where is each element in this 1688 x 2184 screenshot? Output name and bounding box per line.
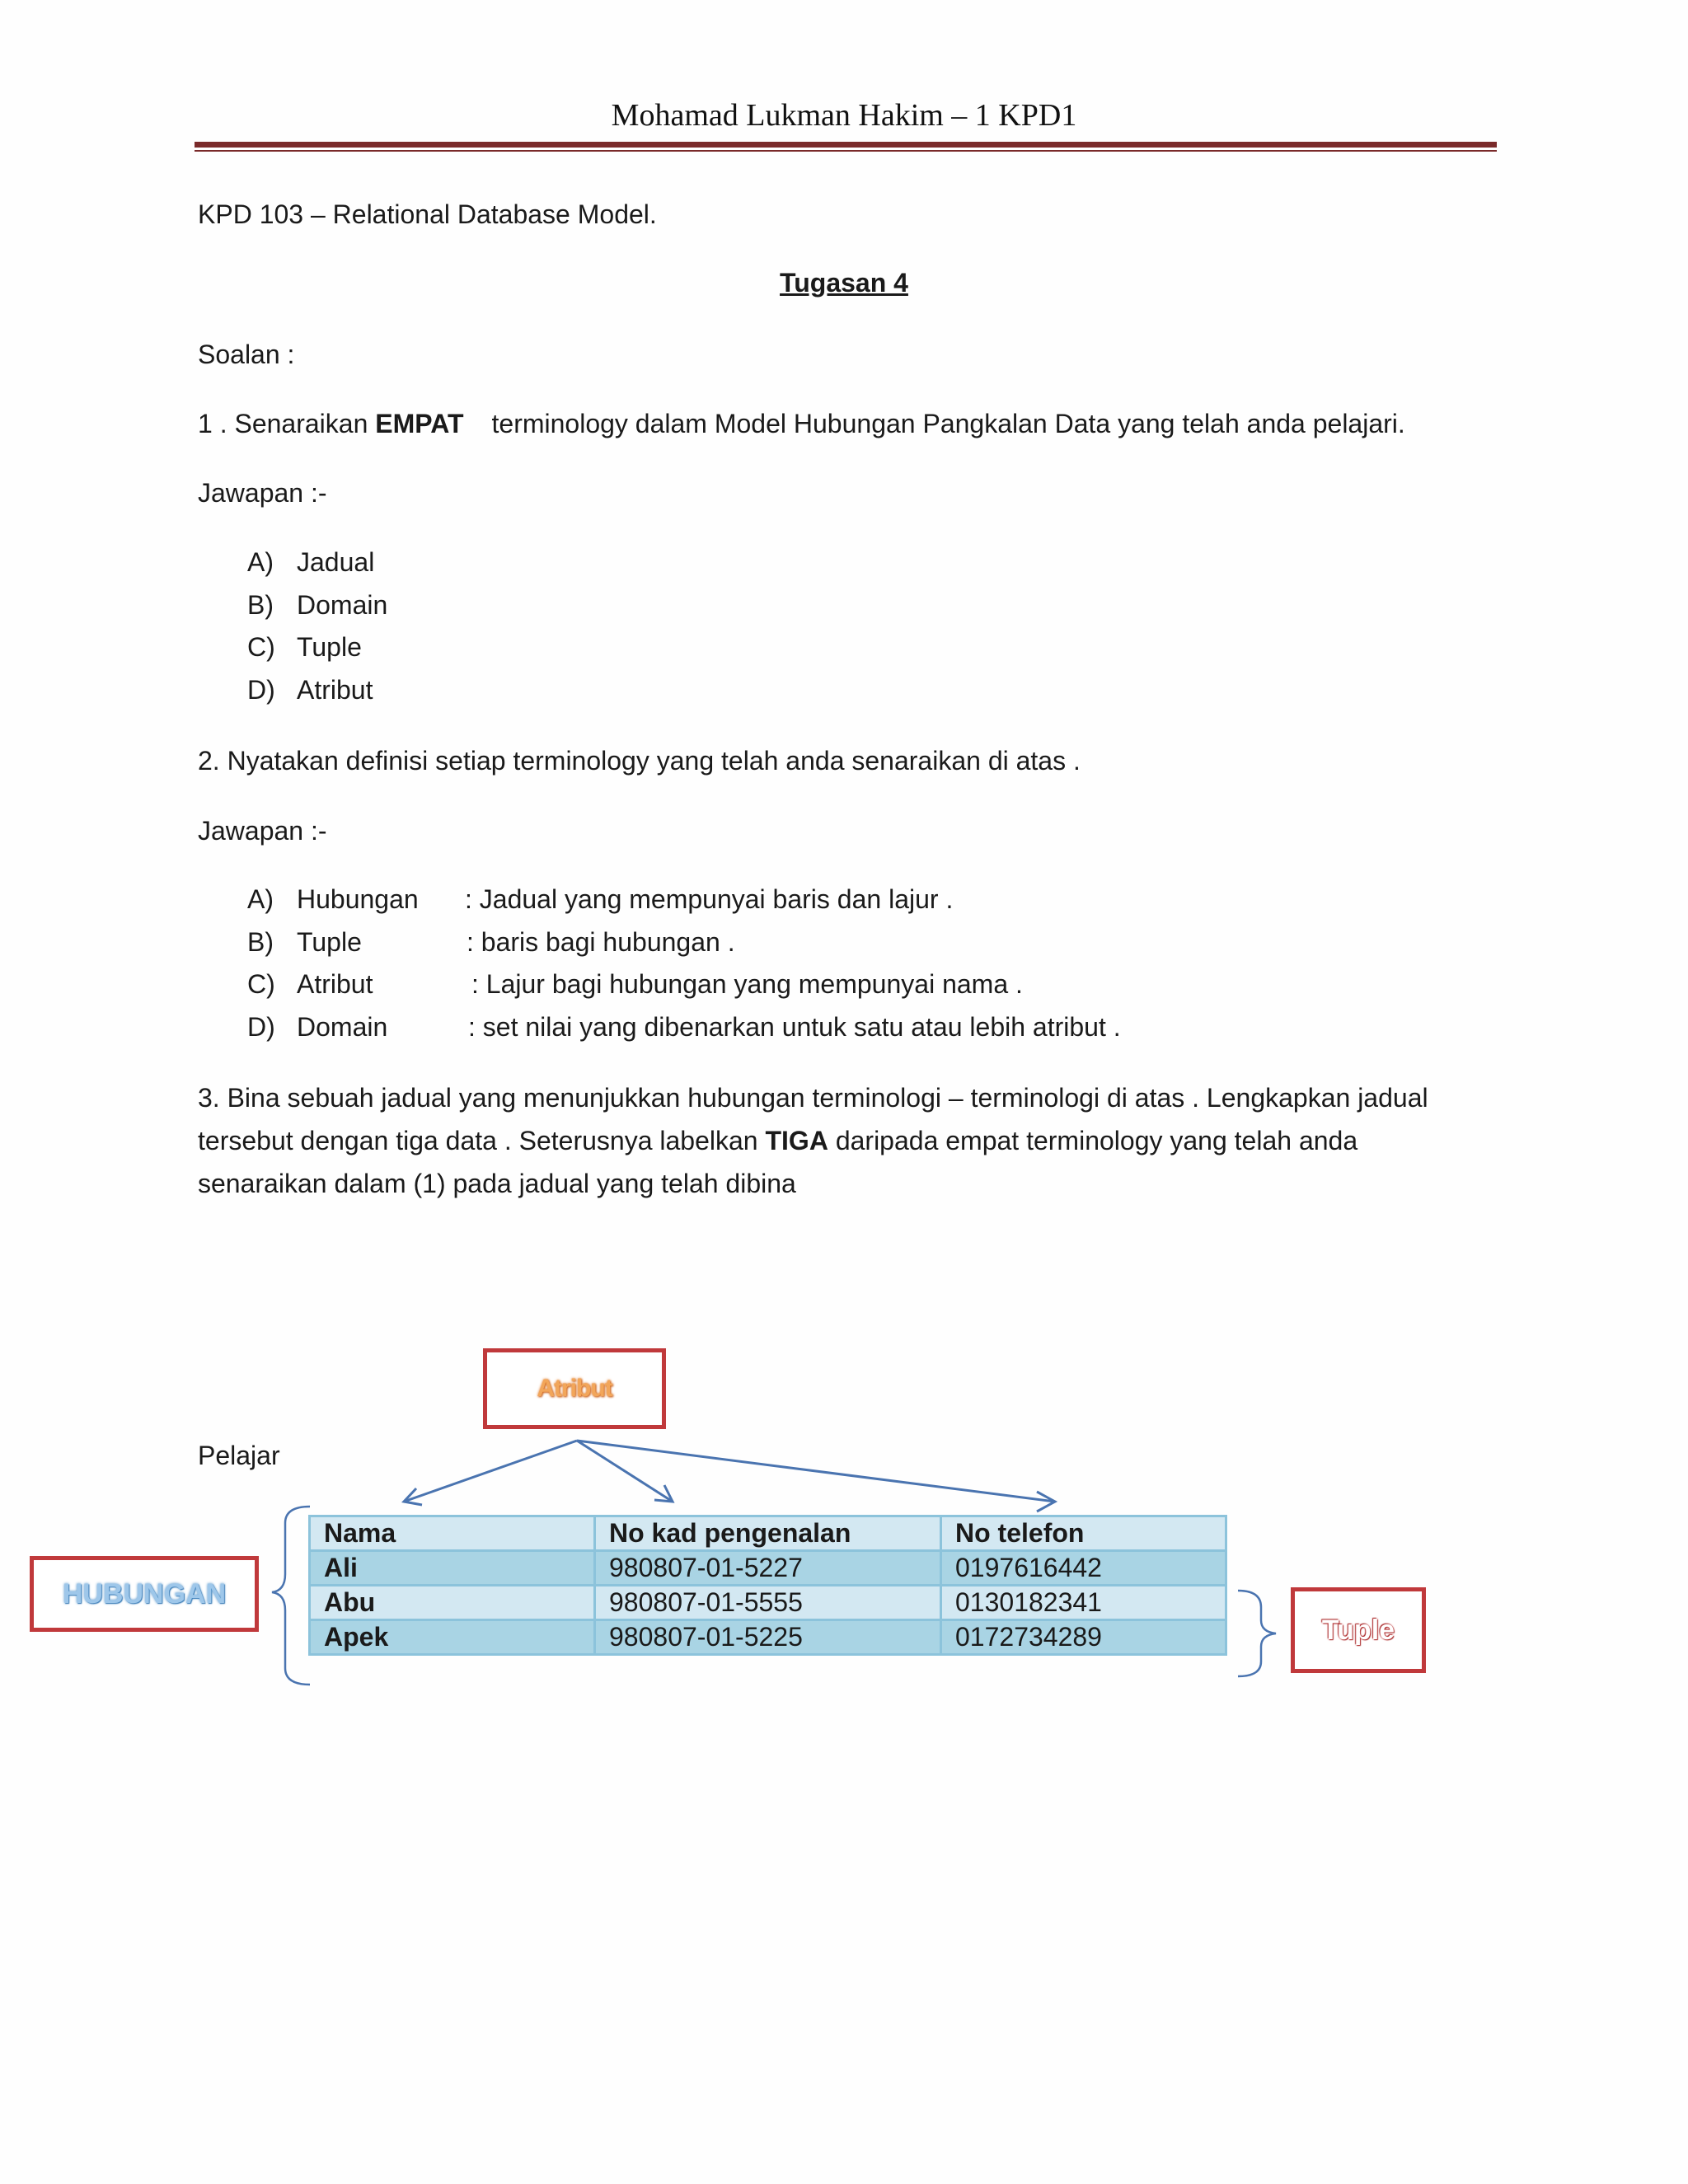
list1-item: Atribut xyxy=(297,675,373,705)
list1-letter: C) xyxy=(247,632,275,662)
answer-label-2: Jawapan :- xyxy=(198,816,327,846)
list2-term: Atribut xyxy=(297,969,373,999)
list2-definition: : Lajur bagi hubungan yang mempunyai nama . xyxy=(471,969,1023,999)
table-cell: 980807-01-5225 xyxy=(595,1620,941,1655)
relation-name: Pelajar xyxy=(198,1441,280,1470)
hubungan-label: HUBUNGAN xyxy=(62,1577,227,1610)
table-cell: 0197616442 xyxy=(941,1551,1226,1586)
atribut-label: Atribut xyxy=(537,1375,612,1402)
list2-term: Domain xyxy=(297,1012,388,1042)
hubungan-brace xyxy=(272,1507,310,1685)
list1-letter: A) xyxy=(247,547,274,577)
question-1-prefix: 1 . Senaraikan xyxy=(198,409,376,438)
list2-definition: : set nilai yang dibenarkan untuk satu atau lebih atribut . xyxy=(468,1012,1121,1042)
list2-letter: B) xyxy=(247,927,274,957)
table-cell: 980807-01-5555 xyxy=(595,1586,941,1620)
list1-item: Domain xyxy=(297,590,388,620)
question-3-bold: TIGA xyxy=(765,1126,828,1155)
list2-term: Tuple xyxy=(297,927,362,957)
list2-letter: A) xyxy=(247,884,274,914)
question-3-part1: 3. Bina sebuah jadual yang menunjukkan hubungan terminologi – terminologi di atas . Lengkapkan jadual tersebut dengan tiga data . Seterusnya labelkan xyxy=(198,1083,1428,1155)
pelajar-table xyxy=(308,1515,1227,1656)
list1-item: Jadual xyxy=(297,547,375,577)
table-header-cell: Nama xyxy=(310,1516,595,1551)
table-header-row xyxy=(310,1516,1226,1551)
table-row xyxy=(310,1586,1226,1620)
arrow-to-nama xyxy=(404,1441,577,1502)
list1-letter: D) xyxy=(247,675,275,705)
arrow-to-telefon xyxy=(577,1441,1055,1502)
table-cell: Apek xyxy=(310,1620,595,1655)
table-cell: 0130182341 xyxy=(941,1586,1226,1620)
list2-term: Hubungan xyxy=(297,884,419,914)
question-1-suffix: terminology dalam Model Hubungan Pangkalan Data yang telah anda pelajari. xyxy=(491,409,1405,438)
list2-definition: : baris bagi hubungan . xyxy=(467,927,735,957)
page-header-title: Mohamad Lukman Hakim – 1 KPD1 xyxy=(611,98,1077,133)
table-row xyxy=(310,1551,1226,1586)
list1-item: Tuple xyxy=(297,632,362,662)
list1-letter: B) xyxy=(247,590,274,620)
table-row xyxy=(310,1620,1226,1655)
tuple-brace xyxy=(1238,1591,1276,1676)
tuple-label: Tuple xyxy=(1321,1614,1395,1646)
answer-label-1: Jawapan :- xyxy=(198,478,327,508)
table-header-cell: No telefon xyxy=(941,1516,1226,1551)
assignment-title: Tugasan 4 xyxy=(780,268,908,298)
list2-letter: D) xyxy=(247,1012,275,1042)
table-cell: Ali xyxy=(310,1551,595,1586)
course-line: KPD 103 – Relational Database Model. xyxy=(198,199,657,229)
list2-definition: : Jadual yang mempunyai baris dan lajur . xyxy=(465,884,954,914)
question-3-part2: daripada empat terminology yang telah anda senaraikan dalam (1) pada jadual yang telah dibina xyxy=(198,1126,1358,1198)
table-cell: 0172734289 xyxy=(941,1620,1226,1655)
table-cell: Abu xyxy=(310,1586,595,1620)
question-2: 2. Nyatakan definisi setiap terminology yang telah anda senaraikan di atas . xyxy=(198,746,1081,776)
list2-letter: C) xyxy=(247,969,275,999)
table-cell: 980807-01-5227 xyxy=(595,1551,941,1586)
question-1-bold: EMPAT xyxy=(375,409,464,438)
table-header-cell: No kad pengenalan xyxy=(595,1516,941,1551)
soalan-label: Soalan : xyxy=(198,340,295,369)
